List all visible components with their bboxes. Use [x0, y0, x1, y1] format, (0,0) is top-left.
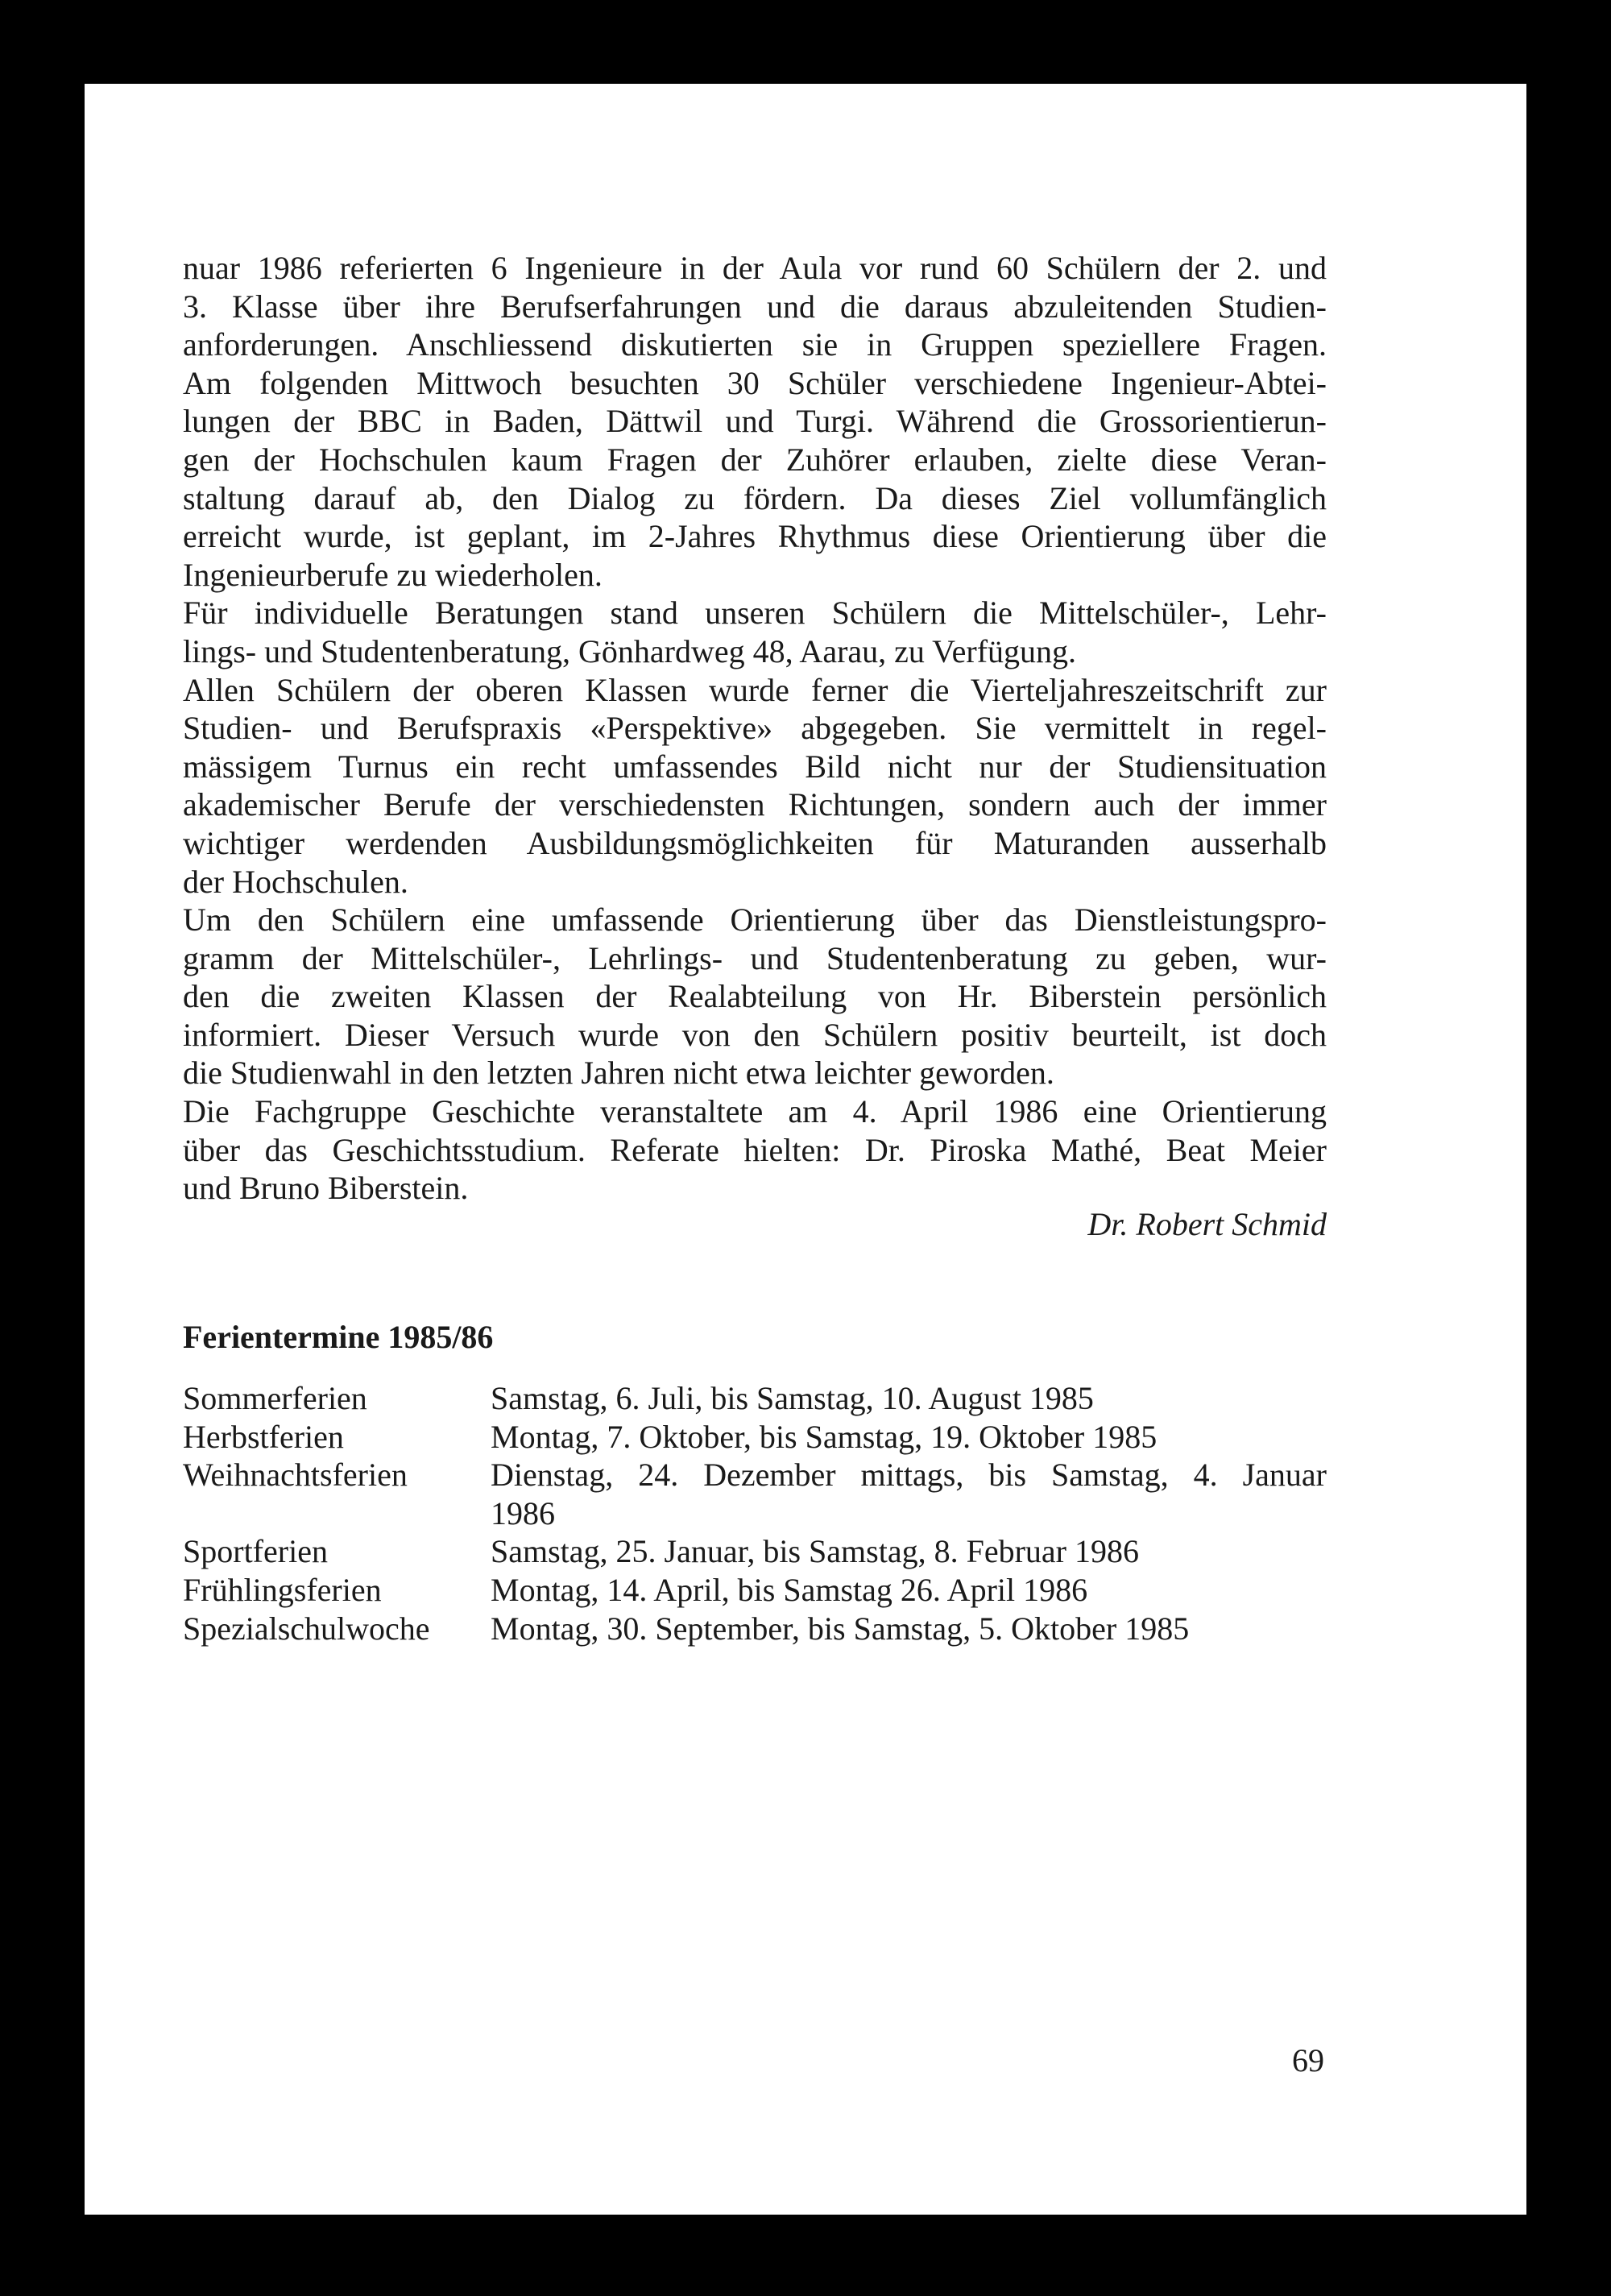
text-line: Um den Schülern eine umfassende Orientierung über das Dienstleistungspro- [183, 901, 1327, 939]
holiday-name: Herbstferien [183, 1418, 344, 1455]
text-line: Studien- und Berufspraxis «Perspektive» abgegeben. Sie vermittelt in regel- [183, 710, 1327, 747]
text-line: mässigem Turnus ein recht umfassendes Bild nicht nur der Studiensituation [183, 748, 1327, 785]
holiday-dates [491, 1379, 1327, 1418]
text-line: Am folgenden Mittwoch besuchten 30 Schüler verschiedene Ingenieur-Abtei- [183, 364, 1327, 401]
text-line: gen der Hochschulen kaum Fragen der Zuhörer erlauben, zielte diese Veran- [183, 441, 1327, 478]
holiday-dates [491, 1532, 1327, 1571]
holiday-name: Frühlingsferien [183, 1571, 382, 1608]
holiday-name: Sportferien [183, 1533, 328, 1570]
text-line: lings- und Studentenberatung, Gönhardweg 48, Aarau, zu Verfügung. [183, 632, 1077, 669]
text-line: über das Geschichtsstudium. Referate hielten: Dr. Piroska Mathé, Beat Meier [183, 1131, 1327, 1168]
holiday-dates-line: Samstag, 6. Juli, bis Samstag, 10. August 1985 [491, 1380, 1094, 1416]
holiday-dates [491, 1610, 1327, 1648]
holiday-dates-line: Dienstag, 24. Dezember mittags, bis Samstag, 4. Januar [491, 1457, 1327, 1494]
table-row [183, 1418, 1327, 1457]
text-line: und Bruno Biberstein. [183, 1170, 469, 1207]
text-line: informiert. Dieser Versuch wurde von den Schülern positiv beurteilt, ist doch [183, 1016, 1327, 1053]
holiday-dates-line: 1986 [491, 1494, 555, 1531]
text-line: die Studienwahl in den letzten Jahren nicht etwa leichter geworden. [183, 1055, 1054, 1092]
text-line: wichtiger werdenden Ausbildungsmöglichkeiten für Maturanden ausserhalb [183, 824, 1327, 861]
holiday-dates-line: Samstag, 25. Januar, bis Samstag, 8. Februar 1986 [491, 1533, 1139, 1570]
page-number: 69 [1292, 2042, 1324, 2078]
text-line: Allen Schülern der oberen Klassen wurde ferner die Vierteljahreszeitschrift zur [183, 671, 1327, 708]
text-line: staltung darauf ab, den Dialog zu fördern. Da dieses Ziel vollumfänglich [183, 479, 1327, 516]
holiday-dates-line: Montag, 30. September, bis Samstag, 5. Oktober 1985 [491, 1610, 1190, 1647]
holiday-table [183, 1379, 1327, 1647]
table-row [183, 1532, 1327, 1571]
text-line: akademischer Berufe der verschiedensten Richtungen, sondern auch der immer [183, 786, 1327, 823]
text-line: anforderungen. Anschliessend diskutierten sie in Gruppen speziellere Fragen. [183, 326, 1327, 363]
table-row [183, 1379, 1327, 1418]
text-line: gramm der Mittelschüler-, Lehrlings- und Studentenberatung zu geben, wur- [183, 939, 1327, 976]
table-row [183, 1610, 1327, 1648]
text-line: nuar 1986 referierten 6 Ingenieure in der Aula vor rund 60 Schülern der 2. und [183, 250, 1327, 286]
body-text [183, 249, 1327, 1208]
text-line: der Hochschulen. [183, 863, 408, 900]
holiday-dates [491, 1456, 1327, 1532]
text-line: 3. Klasse über ihre Berufserfahrungen und die daraus abzuleitenden Studien- [183, 288, 1327, 325]
holiday-dates [491, 1418, 1327, 1457]
text-line: lungen der BBC in Baden, Dättwil und Turgi. Während die Grossorientierun- [183, 403, 1327, 440]
holiday-dates-line: Montag, 14. April, bis Samstag 26. April 1986 [491, 1571, 1088, 1608]
holiday-name: Spezialschulwoche [183, 1610, 430, 1647]
text-line: Ingenieurberufe zu wiederholen. [183, 556, 603, 593]
table-row [183, 1571, 1327, 1610]
holiday-dates [491, 1571, 1327, 1610]
text-line: Die Fachgruppe Geschichte veranstaltete am 4. April 1986 eine Orientierung [183, 1093, 1327, 1130]
text-line: erreicht wurde, ist geplant, im 2-Jahres Rhythmus diese Orientierung über die [183, 518, 1327, 555]
author-signature: Dr. Robert Schmid [1087, 1206, 1327, 1242]
holiday-dates-line: Montag, 7. Oktober, bis Samstag, 19. Oktober 1985 [491, 1418, 1158, 1455]
holiday-name: Weihnachtsferien [183, 1457, 408, 1494]
text-line: den die zweiten Klassen der Realabteilung von Hr. Biberstein persönlich [183, 978, 1327, 1015]
holiday-name: Sommerferien [183, 1380, 367, 1416]
table-row [183, 1456, 1327, 1532]
text-line: Für individuelle Beratungen stand unseren Schülern die Mittelschüler-, Lehr- [183, 595, 1327, 632]
section-heading: Ferientermine 1985/86 [183, 1319, 494, 1355]
